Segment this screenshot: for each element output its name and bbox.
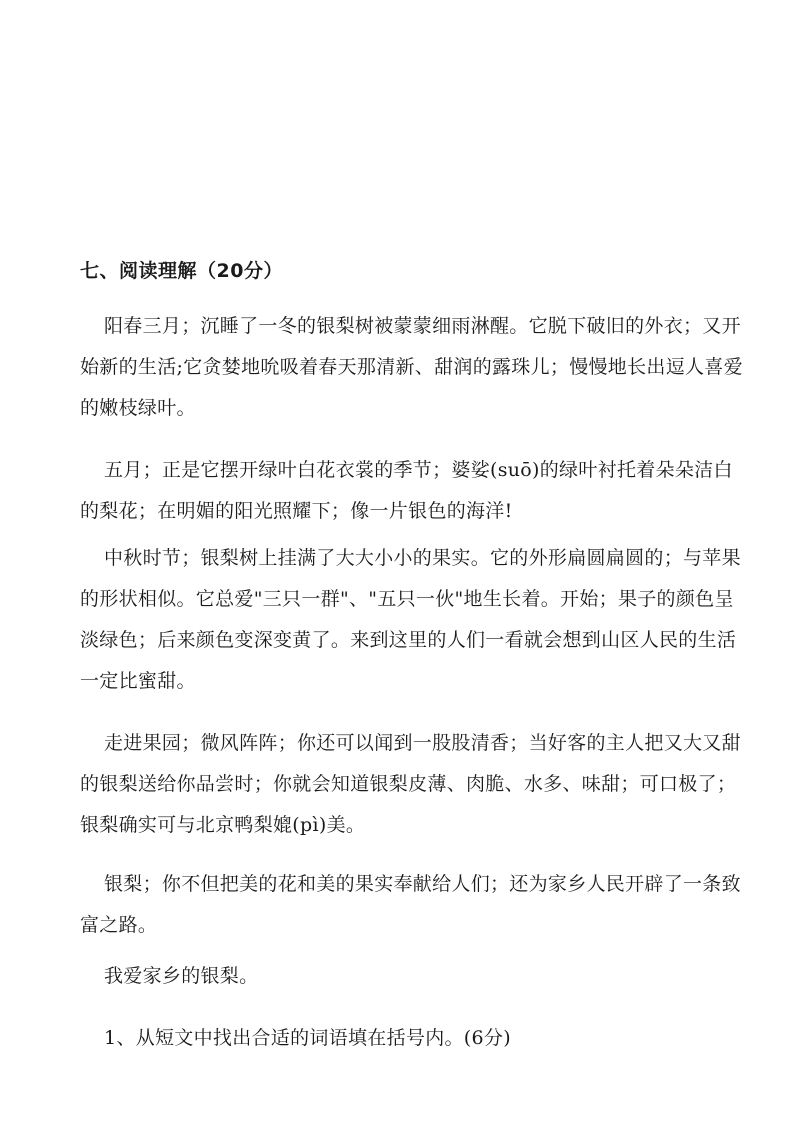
paragraph-praise [80, 864, 741, 946]
paragraph-line: 我爱家乡的银梨。 [104, 965, 259, 987]
paragraph-line: 银梨；你不但把美的花和美的果实奉献给人们；还为家乡人民开辟了一条致 [104, 873, 741, 895]
paragraph-orchard [80, 723, 741, 846]
paragraph-line: 富之路。 [80, 914, 158, 936]
paragraph-line: 一定比蜜甜。 [80, 670, 196, 692]
question-line: 1、从短文中找出合适的词语填在括号内。(6分) [104, 1027, 511, 1049]
question-1 [80, 1018, 730, 1059]
paragraph-line: 五月；正是它摆开绿叶白花衣裳的季节；婆娑(suō)的绿叶衬托着朵朵洁白 [104, 459, 733, 481]
paragraph-line: 阳春三月；沉睡了一冬的银梨树被蒙蒙细雨淋醒。它脱下破旧的外衣；又开 [104, 315, 741, 337]
paragraph-line: 中秋时节；银梨树上挂满了大大小小的果实。它的外形扁圆扁圆的；与苹果 [104, 547, 741, 569]
paragraph-autumn [80, 538, 741, 702]
paragraph-line: 走进果园；微风阵阵；你还可以闻到一股股清香；当好客的主人把又大又甜 [104, 732, 741, 754]
paragraph-line: 的梨花；在明媚的阳光照耀下；像一片银色的海洋! [80, 500, 513, 522]
paragraph-line: 淡绿色；后来颜色变深变黄了。来到这里的人们一看就会想到山区人民的生活 [80, 629, 737, 651]
paragraph-line: 的银梨送给你品尝时；你就会知道银梨皮薄、肉脆、水多、味甜；可口极了； [80, 773, 737, 795]
paragraph-closing [80, 956, 730, 997]
paragraph-line: 的形状相似。它总爱"三只一群"、"五只一伙"地生长着。开始；果子的颜色呈 [80, 588, 734, 610]
paragraph-line: 银梨确实可与北京鸭梨媲(pì)美。 [80, 814, 366, 836]
paragraph-spring [80, 306, 743, 429]
paragraph-line: 始新的生活;它贪婪地吮吸着春天那清新、甜润的露珠儿；慢慢地长出逗人喜爱 [80, 356, 743, 378]
section-heading: 七、阅读理解（20分） [80, 260, 283, 282]
paragraph-may [80, 450, 733, 532]
paragraph-line: 的嫩枝绿叶。 [80, 397, 196, 419]
